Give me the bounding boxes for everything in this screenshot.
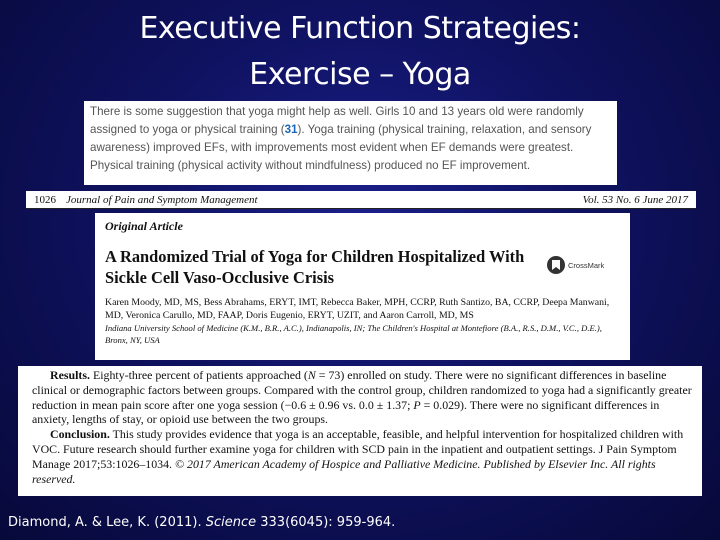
excerpt-text-part: There is some suggestion that yoga might help as well. Girls 10 and 13 years old were randomly assigned to yoga or physical training ( bbox=[90, 105, 584, 136]
abstract-panel bbox=[18, 366, 702, 496]
abstract-conclusion bbox=[32, 427, 694, 486]
citation-authors: Diamond, A. & Lee, K. (2011). bbox=[8, 515, 206, 530]
slide-title-line-2: Exercise – Yoga bbox=[249, 57, 471, 92]
slide-citation bbox=[8, 515, 395, 530]
citation-journal: Science bbox=[205, 515, 257, 530]
conclusion-text: This study provides evidence that yoga is an acceptable, feasible, and helpful intervention for hospitalized children with VOC. Future research should further examine yoga for children with SCD pain in the inpatient and outpatient settings. J Pain Symptom Manage 2017;53:1026–1034. bbox=[32, 427, 684, 471]
journal-page-number: 1026 bbox=[34, 193, 56, 206]
excerpt-panel bbox=[84, 101, 617, 185]
conclusion-label: Conclusion. bbox=[50, 427, 110, 442]
article-type: Original Article bbox=[105, 219, 183, 233]
crossmark-icon bbox=[547, 256, 565, 274]
journal-name: Journal of Pain and Symptom Management bbox=[66, 193, 258, 206]
citation-details: 333(6045): 959-964. bbox=[256, 515, 396, 530]
article-header-panel bbox=[95, 213, 630, 360]
journal-header bbox=[26, 191, 696, 209]
excerpt-text-part: ). Yoga training (physical training, relaxation, and sensory awareness) improved EFs, with improvements most evident when EF demands were greatest. Physical training (physical activity without mindfulness) produced no EF improvement. bbox=[90, 123, 592, 172]
excerpt-text bbox=[90, 103, 611, 175]
crossmark-label: CrossMark bbox=[568, 260, 605, 270]
results-label: Results. bbox=[50, 368, 90, 382]
abstract-results bbox=[32, 368, 694, 427]
results-text: = 73) enrolled on study. There were no significant differences in baseline clinical or demographic factors between groups. Compared with the control group, children randomized to yoga had a significantly greater reduction in mean pain score after one yoga session (−0.6 ± 0.96 vs. 0.0 ± 1.37; bbox=[32, 368, 692, 412]
reference-number: 31 bbox=[284, 123, 298, 136]
article-title: A Randomized Trial of Yoga for Children Hospitalized With Sickle Cell Vaso-Occlusive Crisis bbox=[105, 247, 525, 287]
copyright-text: © 2017 American Academy of Hospice and Palliative Medicine. Published by Elsevier Inc. All rights reserved. bbox=[32, 456, 656, 486]
results-p-symbol: P bbox=[413, 397, 421, 412]
crossmark-badge bbox=[547, 256, 604, 274]
results-text: = 0.029). There were no significant differences in anxiety, lengths of stay, or opioid use between the two groups. bbox=[32, 397, 660, 427]
results-n-symbol: N bbox=[307, 368, 316, 382]
slide-title bbox=[0, 6, 720, 98]
article-authors: Karen Moody, MD, MS, Bess Abrahams, ERYT, IMT, Rebecca Baker, MPH, CCRP, Ruth Santizo, BA, CCRP, Deepa Manwani, MD, Veronica Carullo, MD, FAAP, Doris Eugenio, ERYT, UZIT, and Aaron Carroll, MD, MS bbox=[105, 297, 610, 321]
article-affiliation: Indiana University School of Medicine (K.M., B.R., A.C.), Indianapolis, IN; The Children's Hospital at Montefiore (B.A., R.S., D.M., V.C., D.E.), Bronx, NY, USA bbox=[105, 323, 602, 345]
journal-volume: Vol. 53 No. 6 June 2017 bbox=[582, 193, 688, 206]
results-text: Eighty-three percent of patients approached ( bbox=[89, 368, 308, 382]
journal-header-left bbox=[34, 194, 258, 206]
slide-title-line-1: Executive Function Strategies: bbox=[139, 11, 581, 46]
